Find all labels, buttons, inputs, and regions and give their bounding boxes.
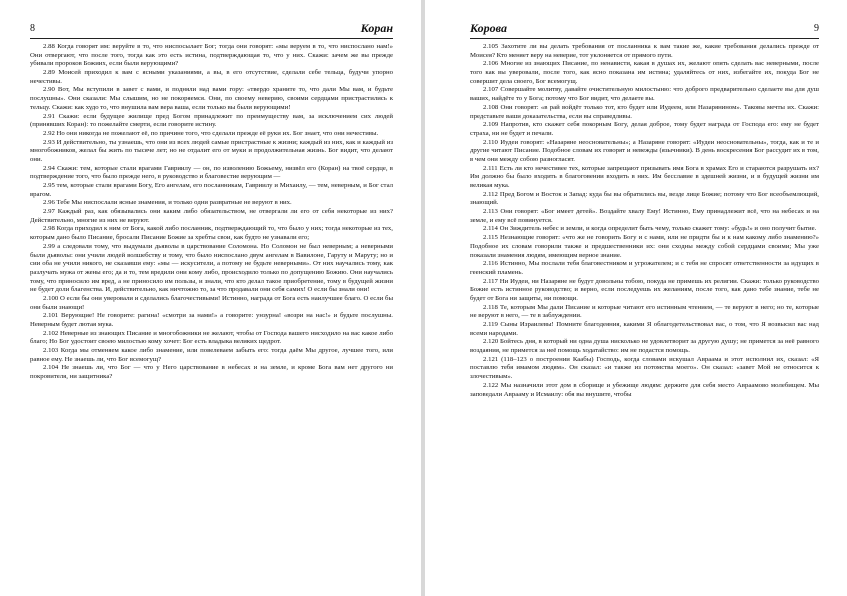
verse-paragraph: 2.110 Иудеи говорят: «Назаряне неосновательны»; а Назаряне говорят: «Иудеи неосновательны», тогда, как и те и другие читают Писание. Подобное словам их говорят и невежды (язычники). В день воскресения Бог рассудит их в том, в чем они между собою разногласят.: [470, 138, 819, 163]
verse-paragraph: 2.96 Тебе Мы ниспослали ясные знамения, и только одни развратные не веруют в них.: [43, 199, 292, 207]
verse-paragraph: 2.116 Истинно, Мы послали тебя благовестником и угрожателем; и с тебя не спросят ответственности за идущих в геенский пламень.: [470, 260, 819, 276]
running-title: Коран: [360, 21, 393, 35]
verse-paragraph: 2.90 Вот, Мы вступили в завет с вами, и подняли над вами гору: «твердо храните то, что дали Мы вам, и будьте послушны». Они сказали: Мы слышим, но не покоряемся. Они, по своему неверию, своими сердцами пристрастились к тельцу. Скажи: как худо то, что внушила вам вера ваша, если только вы были верующими!: [30, 86, 393, 111]
left-page: [0, 0, 421, 596]
page-number: 8: [30, 23, 35, 34]
verse-paragraph: 2.94 Скажи: тем, которые стали врагами Гавриилу — он, по изволению Божьему, низвёл его (Коран) на твоё сердце, в подтверждение того, что было прежде него, в руководство и благовестие верующим —: [30, 164, 393, 181]
verse-paragraph: 2.102 Неверные из знающих Писание и многобожники не желают, чтобы от Господа вашего нисходило на вас какое либо благо; Но Бог удостоит своею милостью кому хочет: Бог есть владыка великих щедрот.: [30, 329, 393, 346]
verse-paragraph: 2.121 (118–123 о построении Каабы) Господь, когда словами искушал Авраама и этот исполнил их, сказал: «Я поставлю тебя имамом людям». Он сказал: «и также из потомства моего». Он сказал: «завет Мой не относится к злочестивым».: [470, 355, 819, 381]
verse-paragraph: 2.98 Когда приходил к ним от Бога, какой либо посланник, подтверждающий то, что было у них; тогда некоторые из тех, которым дано было Писание, бросали Писание Божие за хребты свои, как будто не узнавали его;: [30, 225, 393, 242]
verse-paragraph: 2.89 Моисей приходил к вам с ясными указаниями, а вы, в его отсутствие, сделали себе тельца, будучи упорно нечестивы.: [30, 69, 393, 85]
verse-paragraph: 2.114 Он Зиждитель небес и земли, и когда определит быть чему, только скажет тому: «будь!» и оно получит бытие.: [483, 225, 817, 233]
page-header: [30, 20, 393, 38]
verse-paragraph: 2.109 Напротив, кто скажет себя покорным Богу, делая доброе, тому будет награда от Господа его: ему не будет страха, ни не будет и печали.: [470, 121, 819, 137]
verse-paragraph: 2.101 Верующие! Не говорите: рагина! «смотри за нами!» а говорите: унзурна! «возри на нас!» и будьте послушны. Неверным будет лютая мука.: [30, 312, 393, 328]
page-header: [470, 20, 819, 38]
verse-paragraph: 2.93 И действительно, ты узнаешь, что они из всех людей самые пристрастные к жизни; каждый из них, как и каждый из многобожников, желал бы жить по тысяче лет; но не отдалит его от муки и продолжительная жизнь. Бог видит, что делают они.: [30, 138, 393, 163]
verse-paragraph: 2.99 а следовали тому, что выдумали дьяволы в царствование Соломона. Но Соломон не был неверным; а неверными были дьяволы: они учили людей волшебству и тому, что было ниспослано двум ангелам в Вавилоне, Гаруту и Маруту; но и сии оба не учили никого, не сказавши ему: «мы — искусители, а потому не будьте неверными». От них научались тому, как разлучать мужа от жены его; да и то, тем вредили они кому либо, происходило только по допущению Божию. Они научались тому, что приносило им вред, а не приносило им пользы, и знали, что кто делал такое приобретение, тому в будущей жизни не будет доли благенства. И, действительно, как ничтожно то, за что продавали они себя самих! О если бы знали они!: [30, 242, 393, 294]
verse-paragraph: 2.106 Многие из знающих Писание, по ненависти, какая в душах их, желают опять сделать вас неверными, после того как вы уверовали, после того, как ясно показана им истина; удаляйтесь от них, избегайте их, покуда Бог не совершит дела своего, Бог всемогущ.: [470, 60, 819, 85]
verse-paragraph: 2.107 Совершайте молитву, давайте очистительную милостыню: что доброго предварительно сделаете вы для душ ваших, найдёте то у Бога; потому что Бог видит, что делаете вы.: [470, 86, 819, 103]
verse-paragraph: 2.120 Бойтесь дня, в который ни одна душа нисколько не удовлетворит за другую душу; не примется за неё равного воздаяния, не примется за неё помощь ходатайство: им не подастся помощь.: [470, 338, 819, 355]
verse-paragraph: 2.97 Каждый раз, как обязывались они каким либо обязательством, не отвергали ли его от себя некоторые из них? Действительно, многие из них не веруют.: [30, 208, 393, 224]
verse-paragraph: 2.91 Скажи: если будущее жилище пред Богом принадлежит по преимуществу вам, за исключением сих людей (принявших Коран): то пожелайте смерти, если говорите истину.: [30, 112, 393, 129]
verse-paragraph: 2.111 Есть ли кто нечестивее тех, которые запрещают призывать имя Бога в храмах Его и стараются разрушать их? Им должно бы было входить в благоговении входить в них. Им бесславие в здешней жизни, и в будущей жизни им великая мука.: [470, 164, 819, 189]
page-text: [30, 43, 393, 382]
verse-paragraph: 2.103 Когда мы отменяем какое либо знамение, или повелеваем забыть его: тогда даём Мы другое, лучшее того, или равное ему. Не знаешь ли, что Бог всемогущ?: [30, 347, 393, 363]
verse-paragraph: 2.100 О если бы они уверовали и сделались благочестивыми! Истинно, награда от Бога есть наилучшее благо. О если бы они были знающи!: [30, 294, 393, 311]
verse-paragraph: 2.119 Сыны Израилевы! Помните благодеяния, какими Я облагодетельствовал вас, о том, что Я возвысил вас над всеми народами.: [470, 321, 819, 337]
verse-paragraph: 2.88 Когда говорят им: веруйте в то, что ниспосылает Бог; тогда они говорят: «мы веруем в то, что ниспослано нам!» Они отвергают, что после того, тогда как это есть истина, подтверждающая то, что у них. Скажи: зачем же вы прежде убивали пророков Божиих, если были верующими?: [30, 43, 393, 68]
verse-paragraph: 2.112 Пред Богом и Восток и Запад: куда бы вы обратились вы, везде лице Божие; потому что Бог всеобъемлющий, знающий.: [470, 190, 819, 207]
verse-paragraph: 2.118 Те, которым Мы дали Писание и которые читают его истинным чтением, — те веруют в него; но те, которые не веруют в него, — те в заблуждении.: [470, 303, 819, 320]
verse-paragraph: 2.104 Не знаешь ли, что Бог — что у Него царствование в небесах и на земле, и кроме Бога вам нет другого ни покровителя, ни защитника?: [30, 364, 393, 381]
page-number: 9: [814, 23, 819, 34]
verse-paragraph: 2.95 тем, которые стали врагами Богу, Его ангелам, его посланникам, Гавриилу и Михаилу, — тем, неверным, и Бог стал врагом.: [30, 182, 393, 198]
verse-paragraph: 2.105 Захотите ли вы делать требования от посланника к вам такие же, какие требования делались прежде от Моисея? Кто меняет веру на неверие, тот уклоняется от прямого пути.: [470, 43, 819, 59]
verse-paragraph: 2.92 Но они никогда не пожелают её, по причине того, что сделали прежде её руки их. Бог знает, что они нечестивы.: [43, 129, 379, 137]
verse-paragraph: 2.108 Они говорят: «в рай войдёт только тот, кто будет или Иудеем, или Назарянином». Таковы мечты их. Скажи: представьте ваши доказательства, если вы справедливы.: [470, 103, 819, 120]
running-title: Корова: [470, 21, 507, 35]
right-page: [425, 0, 847, 596]
verse-paragraph: 2.122 Мы назначили этот дом в сборище и убежище людям: держите для себя место Авраамово молебищем. Мы заповедали Аврааму и Исмаилу: обя вы внушите, чтобы: [470, 381, 819, 398]
page-text: [470, 43, 819, 399]
header-rule: [470, 38, 819, 39]
verse-paragraph: 2.117 Ни Иудеи, ни Назаряне не будут довольны тобою, покуда не примешь их религии. Скажи: только руководство Божие есть истинное руководство; и верно, если последуешь их желаниям, после того, как дано тебе знание, тебе не будет от Бога ни защиты, ни помощи.: [470, 277, 819, 302]
verse-paragraph: 2.115 Незнающие говорят: «что же не говорить Богу и с нами, или не придти бы и к нам какому либо знамению?» Подобное их словам говорили также и предшественники их: они сходны между собой сердцами своими; Мы уже показали знамения людям, имеющим верное знание.: [470, 234, 819, 259]
verse-paragraph: 2.113 Они говорят: «Бог имеет детей». Воздайте хвалу Ему! Истинно, Ему принадлежит всё, что на небесах и на земле, и ему всё повинуется.: [470, 208, 819, 224]
header-rule: [30, 38, 393, 39]
